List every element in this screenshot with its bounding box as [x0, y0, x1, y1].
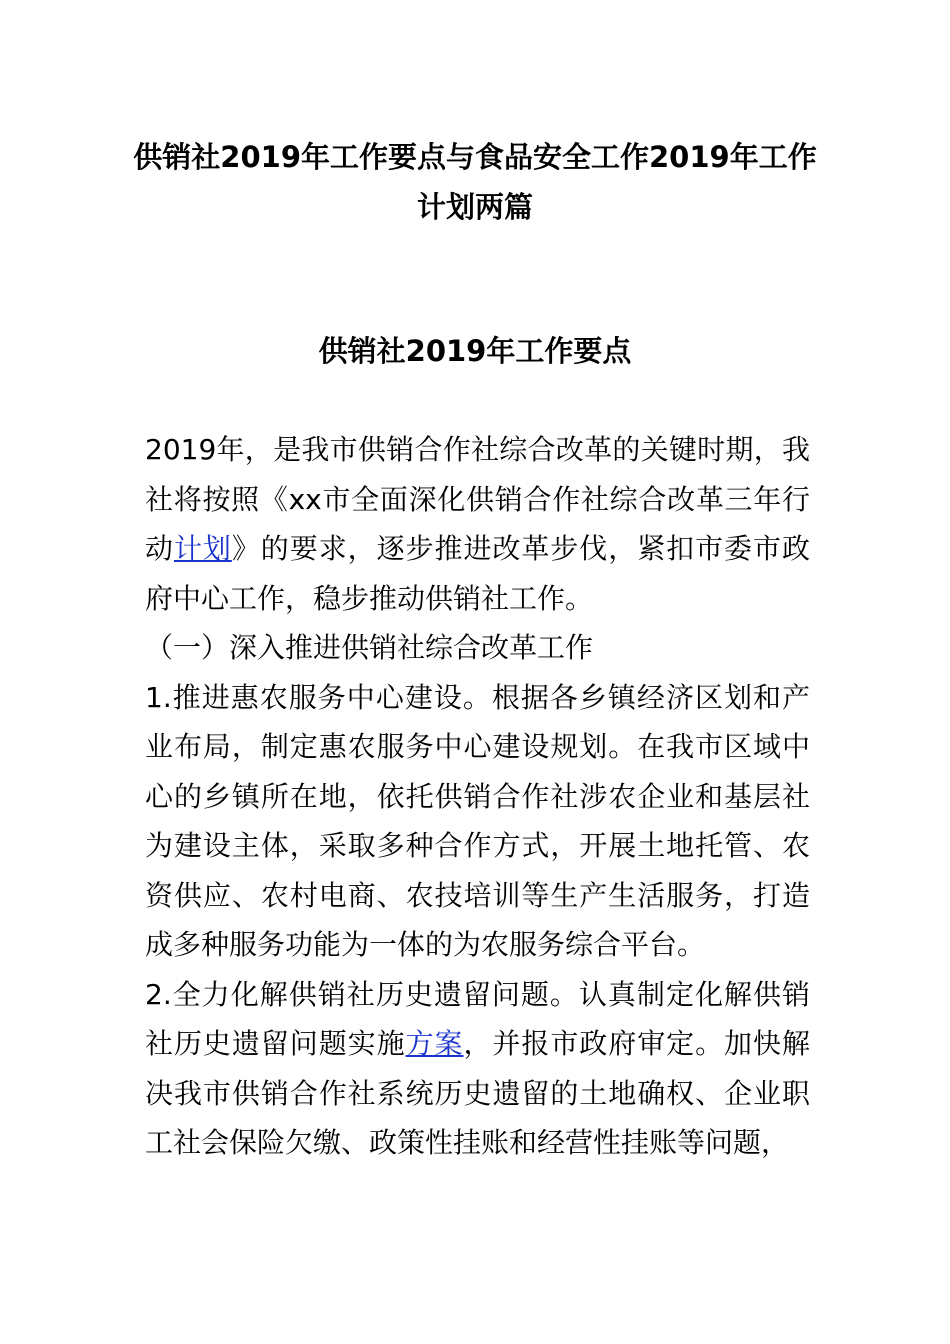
plan-link[interactable]: 计划: [173, 532, 232, 565]
subheading-1: （一）深入推进供销社综合改革工作: [145, 631, 594, 664]
scheme-link[interactable]: 方案: [405, 1027, 464, 1060]
item-2-text-end: ，并报市政府审定。加快解决我市供销合作社系统历史遗留的土地确权、企业职工社会保险欠缴、政策性挂账和经营性挂账等问题，: [145, 1027, 810, 1159]
item-2-paragraph: [145, 970, 810, 1168]
section-title: 供销社2019年工作要点: [318, 334, 632, 368]
intro-paragraph: [145, 425, 810, 623]
item-1-paragraph: 1.推进惠农服务中心建设。根据各乡镇经济区划和产业布局，制定惠农服务中心建设规划。在我市区域中心的乡镇所在地，依托供销合作社涉农企业和基层社为建设主体，采取多种合作方式，开展土地托管、农资供应、农村电商、农技培训等生产生活服务，打造成多种服务功能为一体的为农服务综合平台。: [145, 680, 810, 961]
intro-text-start: 2019年，是我市供销合作社综合改革的关键时期，我社将按照《xx市全面深化供销合作社综合改革三年行动: [145, 433, 810, 565]
document-title: 供销社2019年工作要点与食品安全工作2019年工作计划两篇: [133, 140, 817, 224]
intro-text-end: 》的要求，逐步推进改革步伐，紧扣市委市政府中心工作，稳步推动供销社工作。: [145, 532, 810, 615]
item-2-text-start: 2.全力化解供销社历史遗留问题。认真制定化解供销社历史遗留问题实施: [145, 977, 810, 1060]
document-body: [145, 425, 810, 1168]
